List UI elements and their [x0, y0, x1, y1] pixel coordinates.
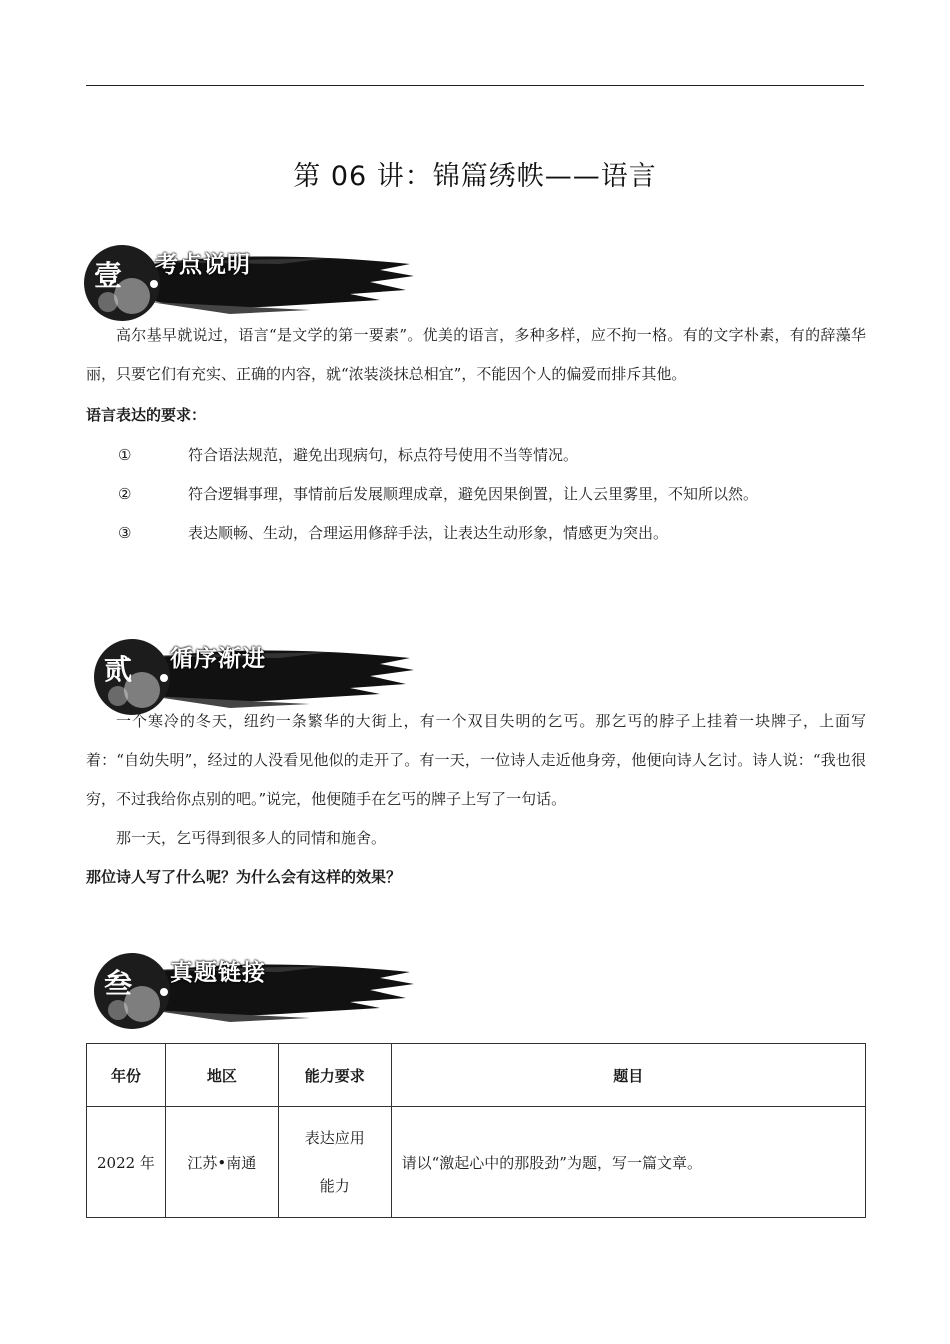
cell-year: 2022 年	[87, 1107, 166, 1218]
ability-line: 能力	[319, 1177, 350, 1195]
requirement-text: 表达顺畅、生动，合理运用修辞手法，让表达生动形象，情感更为突出。	[188, 524, 669, 542]
requirement-text: 符合逻辑事理，事情前后发展顺理成章，避免因果倒置，让人云里雾里，不知所以然。	[188, 485, 759, 503]
cell-region: 江苏•南通	[165, 1107, 278, 1218]
intro-paragraph: 高尔基早就说过，语言“是文学的第一要素”。优美的语言，多种多样，应不拘一格。有的文字朴素，有的辞藻华丽，只要它们有充实、正确的内容，就“浓装淡抹总相宜”，不能因个人的偏爱而排斥其他。	[86, 326, 866, 383]
cell-ability	[278, 1107, 391, 1218]
section-label: 考点说明	[155, 252, 251, 278]
page-title: 第 06 讲：锦篇绣帙——语言	[293, 161, 657, 193]
cell-question: 请以“激起心中的那股劲”为题，写一篇文章。	[391, 1107, 865, 1218]
col-header-ability: 能力要求	[278, 1044, 391, 1107]
requirements-heading: 语言表达的要求：	[86, 406, 207, 424]
section-number: 壹	[94, 259, 123, 292]
story-paragraph: 一个寒冷的冬天，纽约一条繁华的大街上，有一个双目失明的乞丐。那乞丐的脖子上挂着一块牌子，上面写着：“自幼失明”，经过的人没看见他似的走开了。有一天，一位诗人走近他身旁，他便向诗人乞讨。诗人说：“我也很穷，不过我给你点别的吧。”说完，他便随手在乞丐的牌子上写了一句话。	[86, 712, 866, 808]
section-number: 叁	[104, 967, 133, 1000]
requirement-item	[118, 522, 668, 543]
section-label: 真题链接	[170, 960, 266, 986]
section-banner-1	[80, 240, 420, 326]
story-paragraph: 那一天，乞丐得到很多人的同情和施舍。	[116, 829, 387, 847]
requirement-item	[118, 444, 578, 465]
table-row	[87, 1107, 866, 1218]
ability-line: 表达应用	[304, 1129, 365, 1147]
table-header-row	[87, 1044, 866, 1107]
exam-table	[86, 1043, 866, 1218]
header-rule	[86, 85, 864, 86]
col-header-year: 年份	[87, 1044, 166, 1107]
requirement-marker: ③	[118, 524, 132, 542]
col-header-region: 地区	[165, 1044, 278, 1107]
requirement-marker: ①	[118, 446, 132, 464]
section-number: 贰	[104, 653, 133, 686]
section-banner-3	[80, 948, 420, 1034]
requirement-marker: ②	[118, 485, 132, 503]
requirement-item	[118, 483, 758, 504]
section-label: 循序渐进	[170, 646, 266, 672]
requirement-text: 符合语法规范，避免出现病句，标点符号使用不当等情况。	[188, 446, 579, 464]
story-question: 那位诗人写了什么呢？为什么会有这样的效果？	[86, 868, 402, 886]
col-header-question: 题目	[391, 1044, 865, 1107]
